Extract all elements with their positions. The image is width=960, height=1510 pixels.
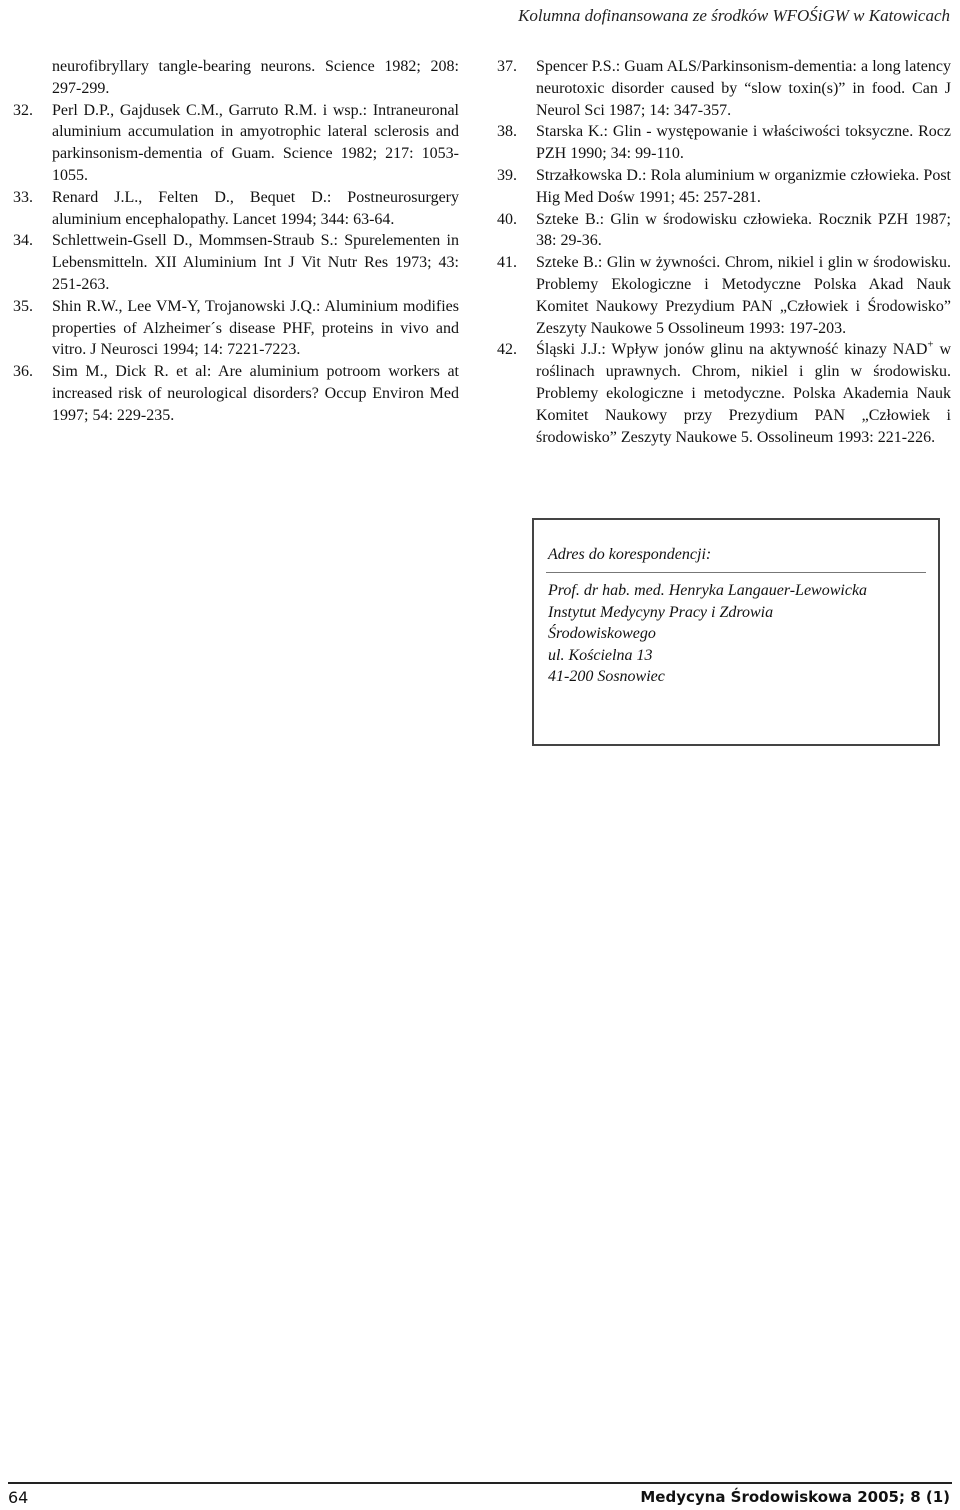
correspondence-address [548,580,867,688]
reference-number: 32. [13,101,33,119]
reference-number: 33. [13,188,33,206]
left-reference-column [13,56,459,427]
address-line: Prof. dr hab. med. Henryka Langauer-Lewowicka [548,582,868,599]
reference-item [497,252,951,339]
right-reference-column [497,56,951,448]
reference-text-part: Śląski J.J.: Wpływ jonów glinu na aktywność kinazy NAD [536,341,928,359]
reference-number: 39. [497,166,517,184]
reference-item [13,361,459,426]
reference-text: Shin R.W., Lee VM-Y, Trojanowski J.Q.: Aluminium modifies properties of Alzheimer´s disease PHF, proteins in vivo and vitro. J Neurosci 1994; 14: 7221-7223. [52,297,459,359]
correspondence-box [532,518,940,746]
reference-text: Spencer P.S.: Guam ALS/Parkinsonism-dementia: a long latency neurotoxic disorder caused by “slow toxin(s)” in food. Can J Neurol Sci 1987; 14: 347-357. [536,58,951,119]
correspondence-divider [546,572,926,573]
address-line: ul. Kościelna 13 [548,646,653,664]
reference-item [497,209,951,253]
reference-number: 35. [13,297,33,315]
reference-item [497,165,951,209]
running-header: Kolumna dofinansowana ze środków WFOŚiGW w Katowicach [518,6,950,25]
reference-text: Szteke B.: Glin w żywności. Chrom, nikiel i glin w środowisku. Problemy Ekologiczne i Metodyczne Polska Akad Nauk Komitet Naukowy Prezydium PAN „Człowiek i Środowisko” Zeszyty Naukowe 5 Ossolineum 1993: 197-203. [536,254,951,337]
reference-number: 41. [497,254,517,272]
reference-text: Sim M., Dick R. et al: Are aluminium potroom workers at increased risk of neurological disorders? Occup Environ Med 1997; 54: 229-235. [52,363,459,424]
address-line: Instytut Medycyny Pracy i Zdrowia [548,603,774,621]
page-number: 64 [8,1488,29,1507]
address-line: 41-200 Sosnowiec [548,668,665,686]
reference-item [497,339,951,448]
reference-number: 42. [497,341,517,359]
reference-item [13,187,459,231]
reference-number: 36. [13,363,33,381]
reference-text: Renard J.L., Felten D., Bequet D.: Postneurosurgery aluminium encephalopathy. Lancet 1994; 344: 63-64. [52,188,459,228]
reference-item [497,121,951,165]
reference-text: Starska K.: Glin - występowanie i właściwości toksyczne. Rocz PZH 1990; 34: 99-110. [536,123,951,163]
reference-text [536,339,951,448]
reference-number: 37. [497,58,517,75]
address-line: Środowiskowego [548,625,656,643]
reference-number: 40. [497,210,517,228]
journal-citation: Medycyna Środowiskowa 2005; 8 (1) [640,1488,950,1506]
superscript-plus: + [927,339,934,352]
reference-item [13,296,459,361]
footer-divider [8,1482,952,1484]
reference-text-part: w roślinach uprawnych. Chrom, nikiel i glin w środowisku. Problemy ekologiczne i metodyczne. Polska Akademia Nauk Komitet Naukowy przy Prezydium PAN „Człowiek i środowisko” Zeszyty Naukowe 5. Ossolineum 1993: 221-226. [536,341,951,446]
reference-text: Schlettwein-Gsell D., Mommsen-Straub S.: Spurelementen in Lebensmitteln. XII Aluminium Int J Vit Nutr Res 1973; 43: 251-263. [52,232,459,293]
reference-number: 34. [13,232,33,250]
reference-item [497,56,951,121]
reference-item [13,230,459,295]
reference-continuation: neurofibryllary tangle-bearing neurons. Science 1982; 208: 297-299. [52,58,459,97]
reference-text: Strzałkowska D.: Rola aluminium w organizmie człowieka. Post Hig Med Dośw 1991; 45: 257-281. [536,166,951,206]
reference-text: Perl D.P., Gajdusek C.M., Garruto R.M. i wsp.: Intraneuronal aluminium accumulation in amyotrophic lateral sclerosis and parkinsonism-dementia of Guam. Science 1982; 217: 1053-1055. [52,101,459,184]
reference-text: Szteke B.: Glin w środowisku człowieka. Rocznik PZH 1987; 38: 29-36. [536,210,951,250]
correspondence-heading: Adres do korespondencji: [548,546,712,563]
reference-item [13,100,459,187]
reference-number: 38. [497,123,517,141]
